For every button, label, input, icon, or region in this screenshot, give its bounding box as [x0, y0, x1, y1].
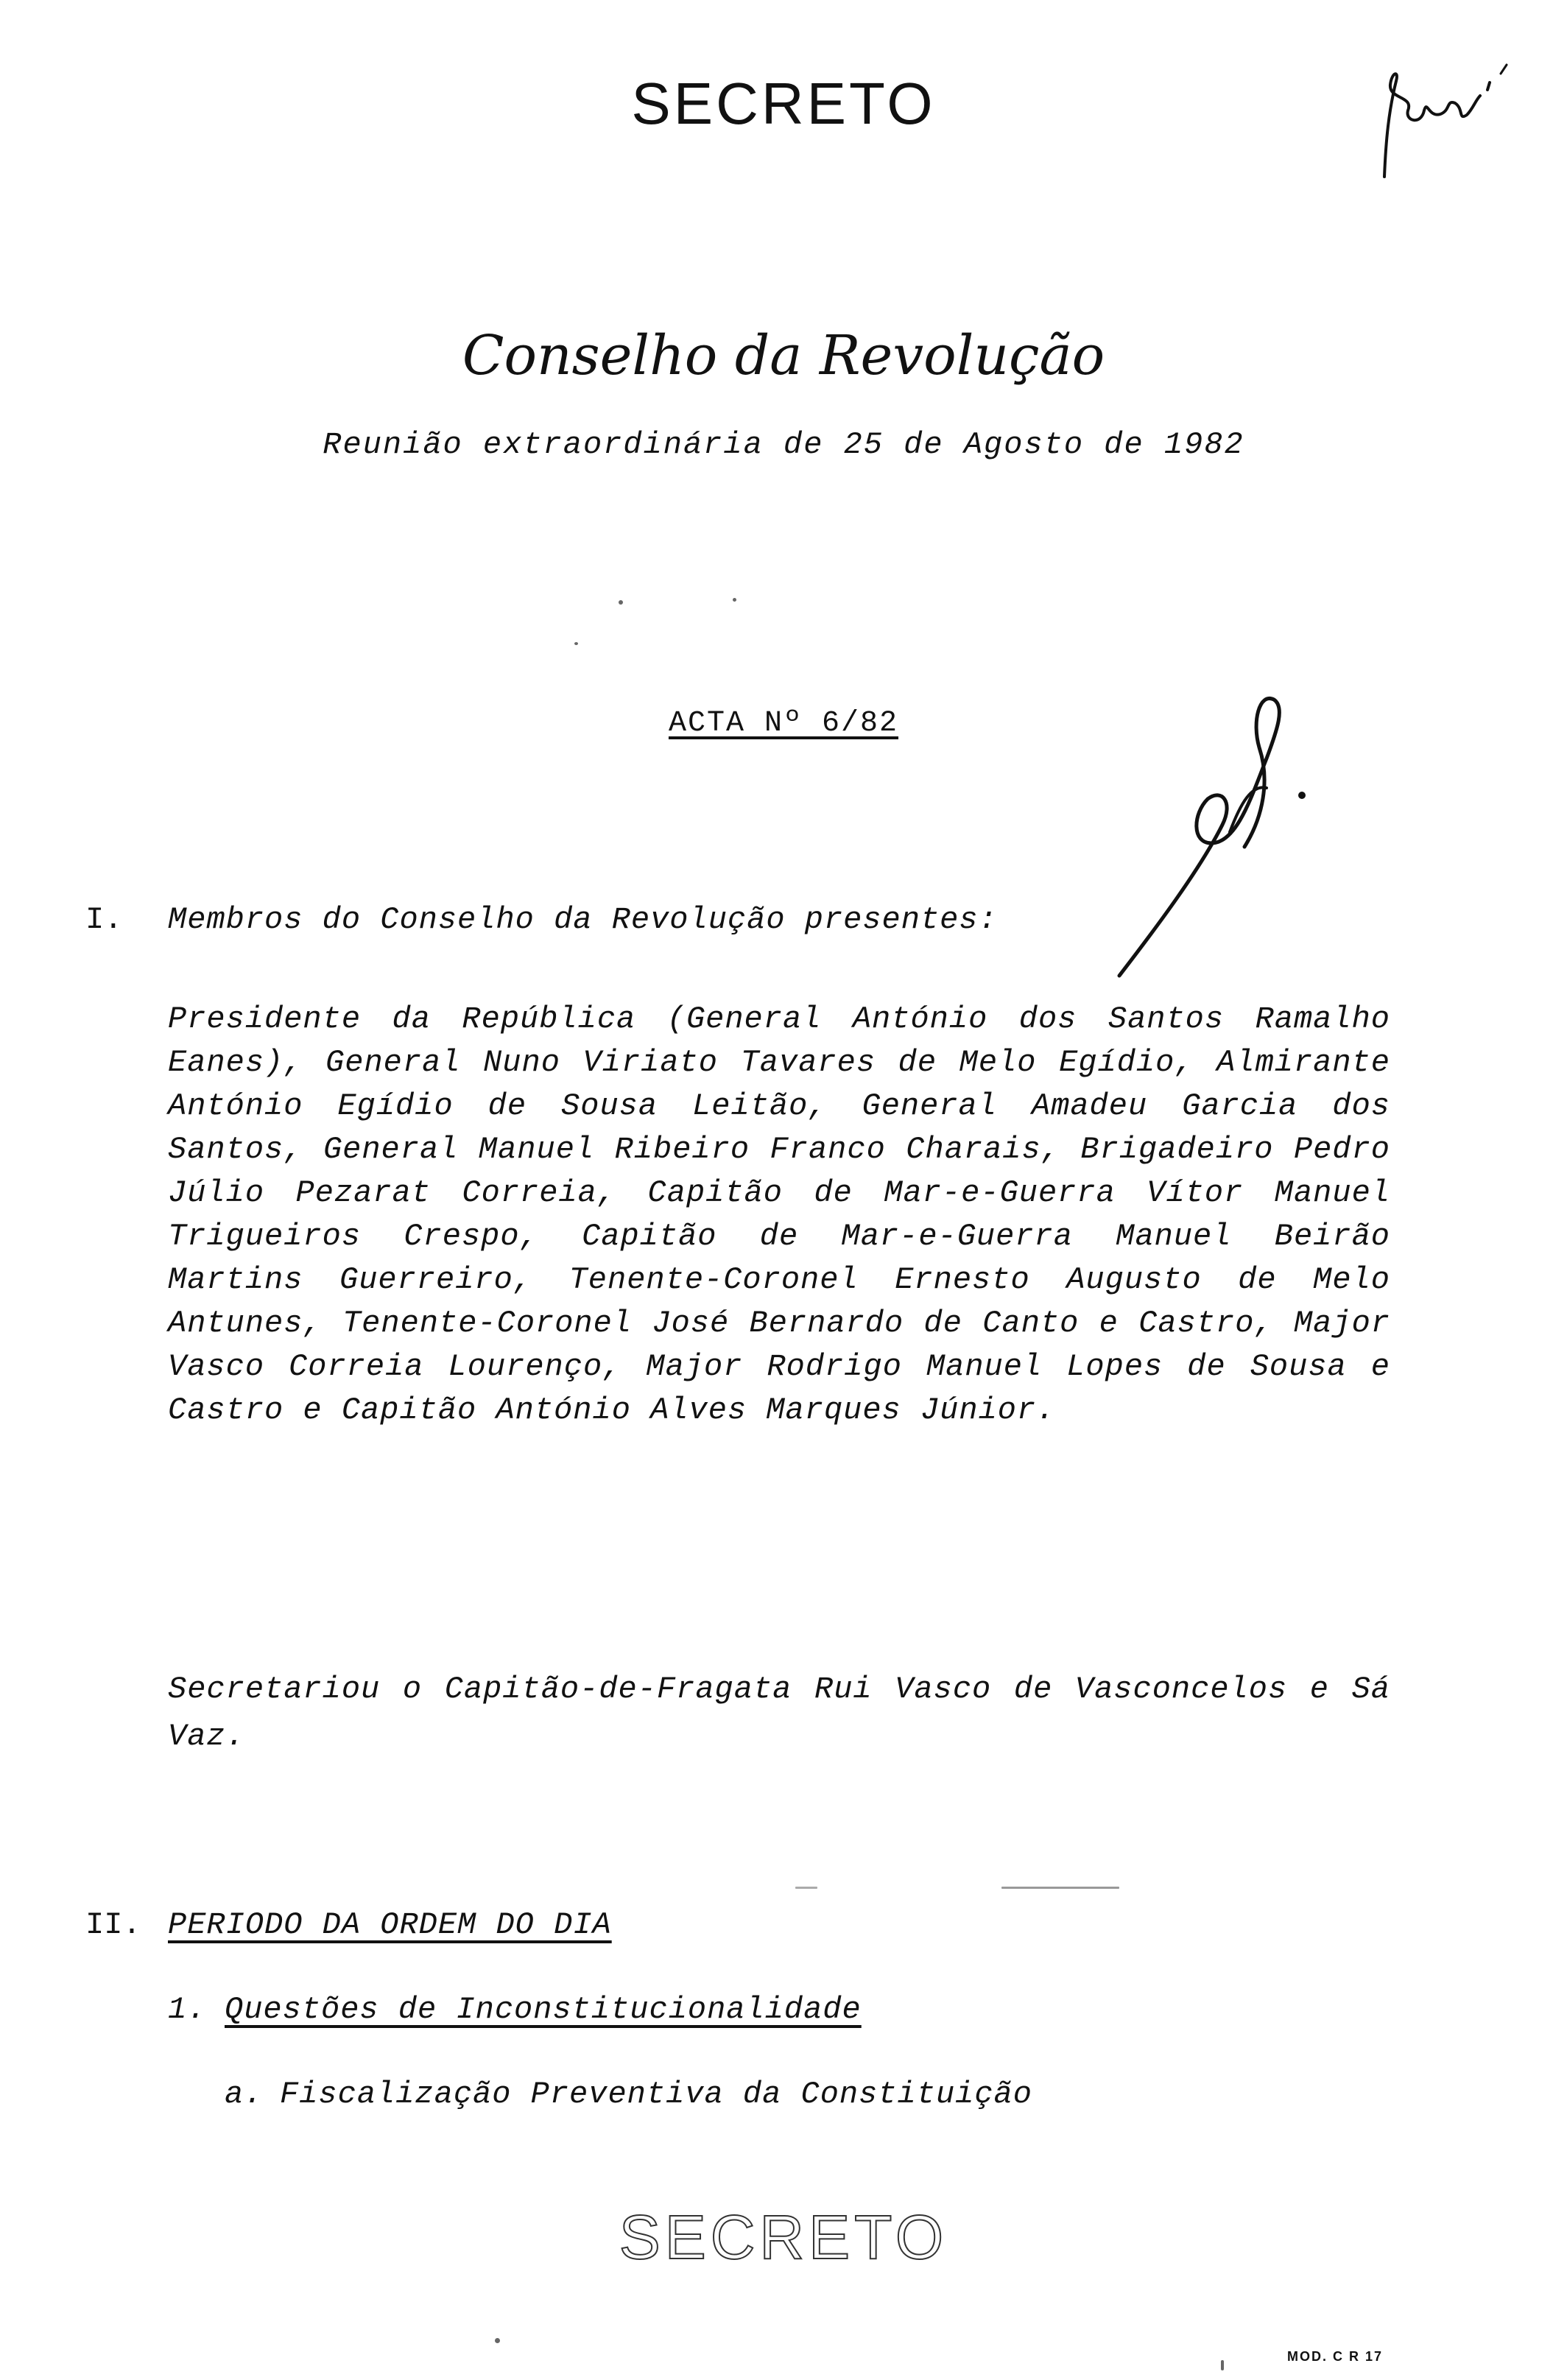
members-paragraph: Presidente da República (General António dos Santos Ramalho Eanes), General Nuno Viriato Tavares de Melo Egídio, Almirante António Egídio de Sousa Leitão, General Amadeu Garcia dos Santos, General Manuel Ribeiro Franco Charais, Brigadeiro Pedro Júlio Pezarat Correia, Capitão de Mar-e-Guerra Vítor Manuel Trigueiros Crespo, Capitão de Mar-e-Guerra Manuel Beirão Martins Guerreiro, Tenente-Coronel Ernesto Augusto de Melo Antunes, Tenente-Coronel José Bernardo de Canto e Castro, Major Vasco Correia Lourenço, Major Rodrigo Manuel Lopes de Sousa e Castro e Capitão António Alves Marques Júnior.: [168, 1001, 1390, 1428]
scan-speck: [795, 1887, 817, 1889]
meeting-date: Reunião extraordinária de 25 de Agosto de 1982: [323, 427, 1244, 462]
secret-stamp-top: SECRETO: [631, 71, 936, 136]
scan-speck: [495, 2338, 500, 2343]
initials-signature-top-right: [1370, 29, 1517, 191]
item-1-heading: Questões de Inconstitucionalidade: [225, 1992, 862, 2027]
minutes-number-text: ACTA Nº 6/82: [668, 707, 899, 740]
secretary-paragraph: Secretariou o Capitão-de-Fragata Rui Vasco de Vasconcelos e Sá Vaz.: [168, 1672, 1390, 1754]
form-code: MOD. C R 17: [1287, 2349, 1384, 2364]
council-name: Conselho da Revolução: [462, 324, 1105, 387]
item-1a-heading: Fiscalização Preventiva da Constituição: [280, 2077, 1032, 2112]
scan-speck: [733, 598, 736, 602]
item-1a-number: a.: [225, 2077, 264, 2112]
section-1-heading: Membros do Conselho da Revolução presentes:: [168, 902, 998, 937]
secret-stamp-bottom: SECRETO: [619, 2203, 948, 2272]
scan-speck: [1001, 1887, 1119, 1889]
section-2-heading: PERIODO DA ORDEM DO DIA: [168, 1907, 612, 1943]
section-1-number: I.: [85, 902, 123, 937]
scan-speck: [1221, 2360, 1224, 2370]
scan-speck: [619, 600, 623, 605]
signature-mid-right: [1112, 677, 1333, 987]
item-1-number: 1.: [168, 1992, 207, 2027]
section-2-number: II.: [85, 1907, 141, 1943]
scan-speck: [574, 642, 578, 645]
